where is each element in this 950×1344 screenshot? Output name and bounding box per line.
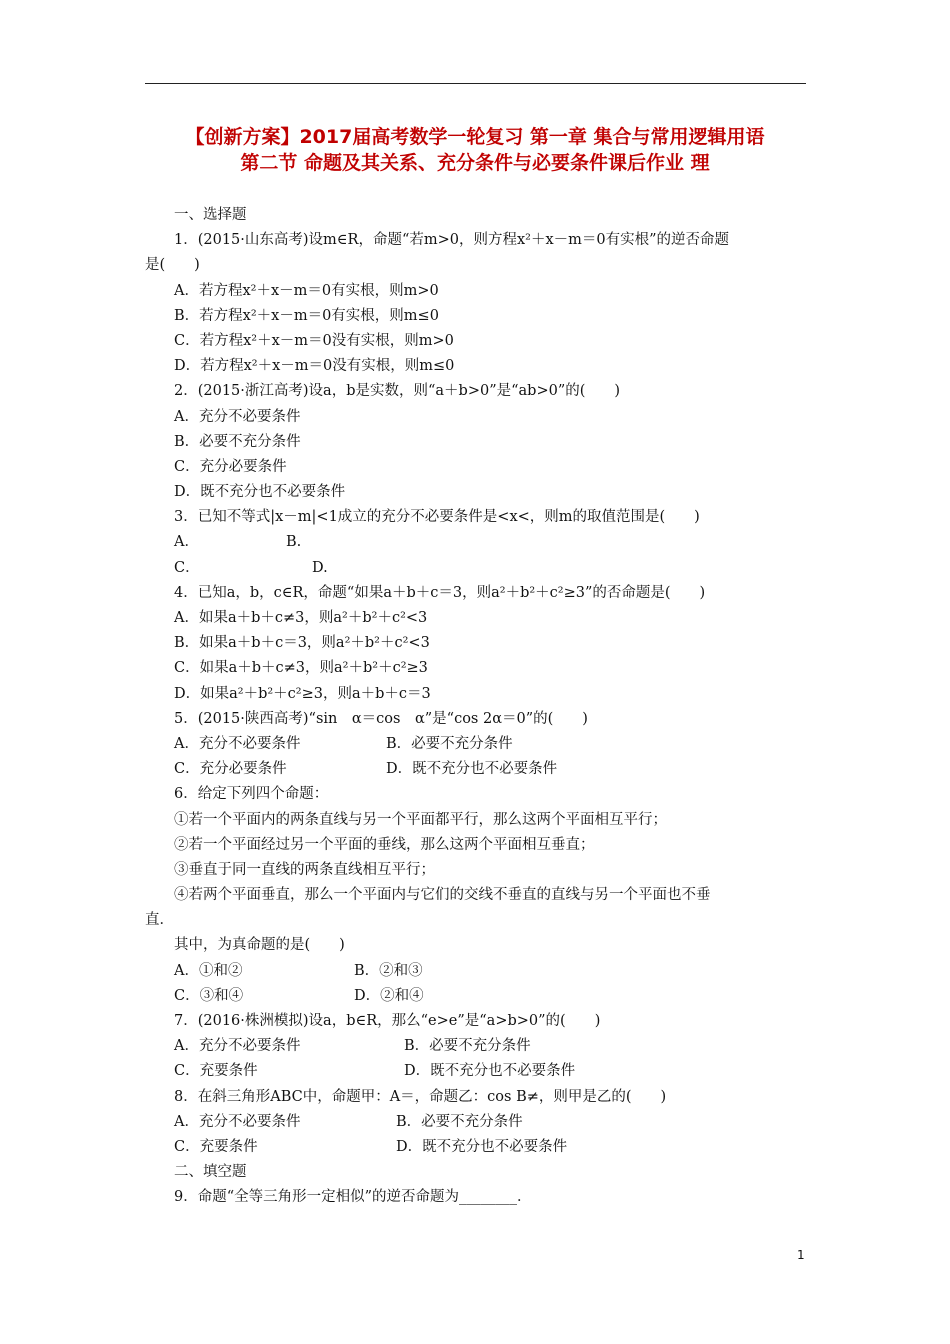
text-line: D．既不充分也不必要条件 <box>174 484 346 501</box>
text-line: 2．(2015·浙江高考)设a，b是实数，则“a＋b>0”是“ab>0”的( ) <box>174 383 621 400</box>
text-line: C．若方程x²＋x－m＝0没有实根，则m>0 <box>174 332 454 349</box>
option-left: A．充分不必要条件 <box>174 1113 301 1130</box>
option-left: C．充要条件 <box>174 1063 258 1080</box>
text-line: 直． <box>145 912 174 929</box>
text-line: D．若方程x²＋x－m＝0没有实根，则m≤0 <box>174 358 455 375</box>
text-line <box>145 1135 807 1160</box>
text-line: A．如果a＋b＋c≠3，则a²＋b²＋c²<3 <box>174 610 428 626</box>
text-line <box>145 556 807 581</box>
text-line: 5．(2015·陕西高考)“sin α＝cos α”是“cos 2α＝0”的( ) <box>174 710 588 727</box>
text-line: B．若方程x²＋x－m＝0有实根，则m≤0 <box>174 307 439 324</box>
option-right: D．既不充分也不必要条件 <box>386 761 558 778</box>
text-line: ④若两个平面垂直，那么一个平面内与它们的交线不垂直的直线与另一个平面也不垂 <box>174 887 711 904</box>
text-line: 8．在斜三角形ABC中，命题甲：A＝，命题乙：cos B≠，则甲是乙的( ) <box>174 1088 667 1105</box>
option-right: D．②和④ <box>354 987 424 1004</box>
text-line: 是( ) <box>145 257 200 274</box>
text-line: ③垂直于同一直线的两条直线相互平行； <box>174 861 435 878</box>
option-right: B．必要不充分条件 <box>396 1113 523 1130</box>
text-line: A．充分不必要条件 <box>174 408 301 425</box>
title-line-2: 第二节 命题及其关系、充分条件与必要条件课后作业 理 <box>240 152 710 174</box>
title-line-1: 【创新方案】2017届高考数学一轮复习 第一章 集合与常用逻辑用语 <box>185 126 765 148</box>
option-left: A．充分不必要条件 <box>174 735 301 752</box>
text-line <box>145 959 807 984</box>
option-right: B．必要不充分条件 <box>386 735 513 752</box>
text-line: 一、选择题 <box>174 207 247 223</box>
option-right: D．既不充分也不必要条件 <box>396 1138 568 1155</box>
text-line <box>145 1034 807 1059</box>
text-line: D．如果a²＋b²＋c²≥3，则a＋b＋c＝3 <box>174 685 431 702</box>
option-left: C．③和④ <box>174 987 244 1004</box>
option-left: C．充分必要条件 <box>174 761 287 778</box>
text-line: 7．(2016·株洲模拟)设a，b∈R，那么“e>e”是“a>b>0”的( ) <box>174 1013 601 1029</box>
text-line: A．若方程x²＋x－m＝0有实根，则m>0 <box>174 282 439 299</box>
option-right: B. <box>286 534 302 551</box>
option-right: D．既不充分也不必要条件 <box>404 1063 576 1080</box>
text-line: 其中，为真命题的是( ) <box>174 937 345 954</box>
option-right: D. <box>312 559 328 576</box>
text-line: 二、填空题 <box>174 1164 247 1181</box>
option-left: A．充分不必要条件 <box>174 1038 301 1055</box>
option-left: A．①和② <box>174 962 243 979</box>
text-line: 9．命题“全等三角形一定相似”的逆否命题为________． <box>174 1189 532 1206</box>
text-line <box>145 757 807 782</box>
text-line <box>145 1110 807 1135</box>
text-line <box>145 732 807 757</box>
text-line: ①若一个平面内的两条直线与另一个平面都平行，那么这两个平面相互平行； <box>174 811 667 828</box>
text-line: B．如果a＋b＋c＝3，则a²＋b²＋c²<3 <box>174 635 430 652</box>
text-line: ②若一个平面经过另一个平面的垂线，那么这两个平面相互垂直； <box>174 836 595 853</box>
option-right: B．必要不充分条件 <box>404 1038 531 1055</box>
text-line <box>145 530 807 555</box>
text-line: B．必要不充分条件 <box>174 433 301 450</box>
text-line: C．充分必要条件 <box>174 458 287 475</box>
option-left: C． <box>174 559 200 576</box>
page-number: 1 <box>797 1248 805 1262</box>
header-rule <box>145 83 806 84</box>
text-line: 4．已知a，b，c∈R，命题“如果a＋b＋c＝3，则a²＋b²＋c²≥3”的否命题是( ) <box>174 584 706 601</box>
document-body <box>145 203 807 1211</box>
text-line: 6．给定下列四个命题： <box>174 786 329 803</box>
document-title <box>130 124 820 176</box>
text-line <box>145 1059 807 1084</box>
option-left: A． <box>174 534 199 551</box>
text-line <box>145 984 807 1009</box>
text-line: 3．已知不等式|x－m|<1成立的充分不必要条件是<x<，则m的取值范围是( ) <box>174 509 700 526</box>
text-line: 1．(2015·山东高考)设m∈R，命题“若m>0，则方程x²＋x－m＝0有实根”的逆否命题 <box>174 232 730 249</box>
text-line: C．如果a＋b＋c≠3，则a²＋b²＋c²≥3 <box>174 660 428 677</box>
option-right: B．②和③ <box>354 962 423 979</box>
option-left: C．充要条件 <box>174 1138 258 1155</box>
